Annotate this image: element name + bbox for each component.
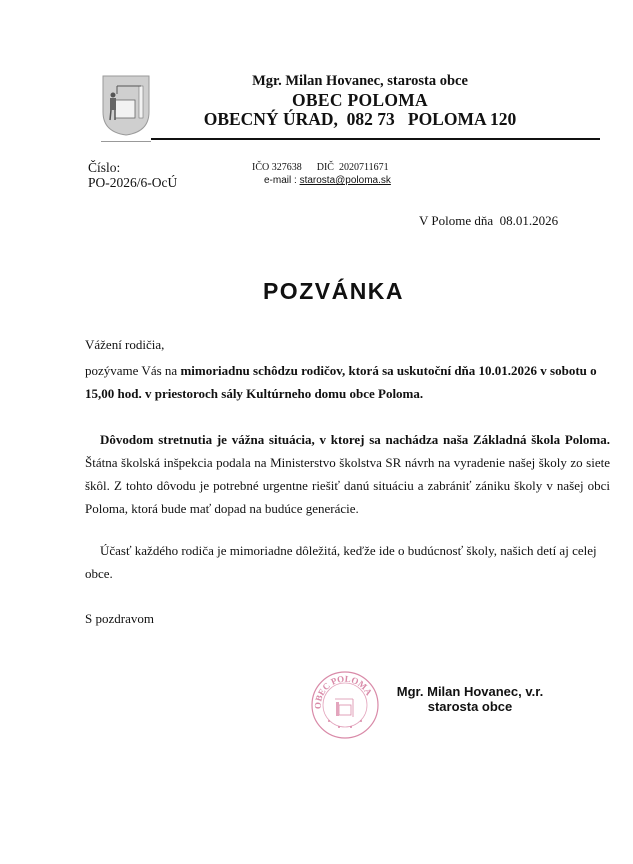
email-link[interactable]: starosta@poloma.sk <box>299 175 391 186</box>
municipality-name: OBEC POLOMA <box>291 90 428 110</box>
signatory-name: Mgr. Milan Hovanec, v.r. <box>396 684 544 699</box>
svg-text:OBEC POLOMA: OBEC POLOMA <box>312 673 375 710</box>
dic-label: DIČ <box>316 162 334 173</box>
reason-headline: Dôvodom stretnutia je vážna situácia, v ktorej sa nachádza naša Základná škola Poloma. <box>100 432 610 447</box>
reason-paragraph <box>85 428 610 520</box>
ico-label: IČO <box>252 162 270 173</box>
document-title: POZVÁNKA <box>262 278 405 304</box>
salutation: Vážení rodičia, <box>85 337 165 352</box>
invitation-paragraph <box>85 359 610 405</box>
header-divider <box>151 138 600 140</box>
signatory-role: starosta obce <box>427 699 513 714</box>
participation-text: Účasť každého rodiča je mimoriadne dôležitá, keďže ide o budúcnosť školy, našich detí aj celej obce. <box>85 543 597 581</box>
reference-block <box>88 160 177 190</box>
dic-value: 2020711671 <box>338 162 389 173</box>
official-stamp-icon <box>309 669 381 741</box>
participation-paragraph <box>85 539 610 585</box>
reference-label: Číslo: <box>88 160 121 175</box>
reason-text: Štátna školská inšpekcia podala na Ministerstvo školstva SR návrh na vyradenie našej školy zo siete škôl. Z tohto dôvodu je potrebné urgentne riešiť danú situáciu a zabrániť zániku školy v našej obci Poloma, ktorá bude mať dopad na budúce generácie. <box>85 455 610 516</box>
reference-number: PO-2026/6-OcÚ <box>88 175 178 190</box>
email-line <box>264 175 391 186</box>
ico-value: 327638 <box>271 162 302 173</box>
office-address: OBECNÝ ÚRAD, 082 73 POLOMA 120 <box>203 109 517 129</box>
invitation-lead: pozývame Vás na <box>85 363 181 378</box>
invitation-details: mimoriadnu schôdzu rodičov, ktorá sa uskutoční dňa 10.01.2026 v sobotu o 15,00 hod. v priestoroch sály Kultúrneho domu obce Poloma. <box>85 363 597 401</box>
place-date: V Polome dňa 08.01.2026 <box>419 213 559 228</box>
crest-divider <box>101 141 151 142</box>
coat-of-arms-icon <box>101 74 151 136</box>
closing: S pozdravom <box>85 611 154 626</box>
email-label: e-mail : <box>264 175 300 186</box>
ids-line <box>252 162 389 173</box>
mayor-line: Mgr. Milan Hovanec, starosta obce <box>252 73 468 89</box>
